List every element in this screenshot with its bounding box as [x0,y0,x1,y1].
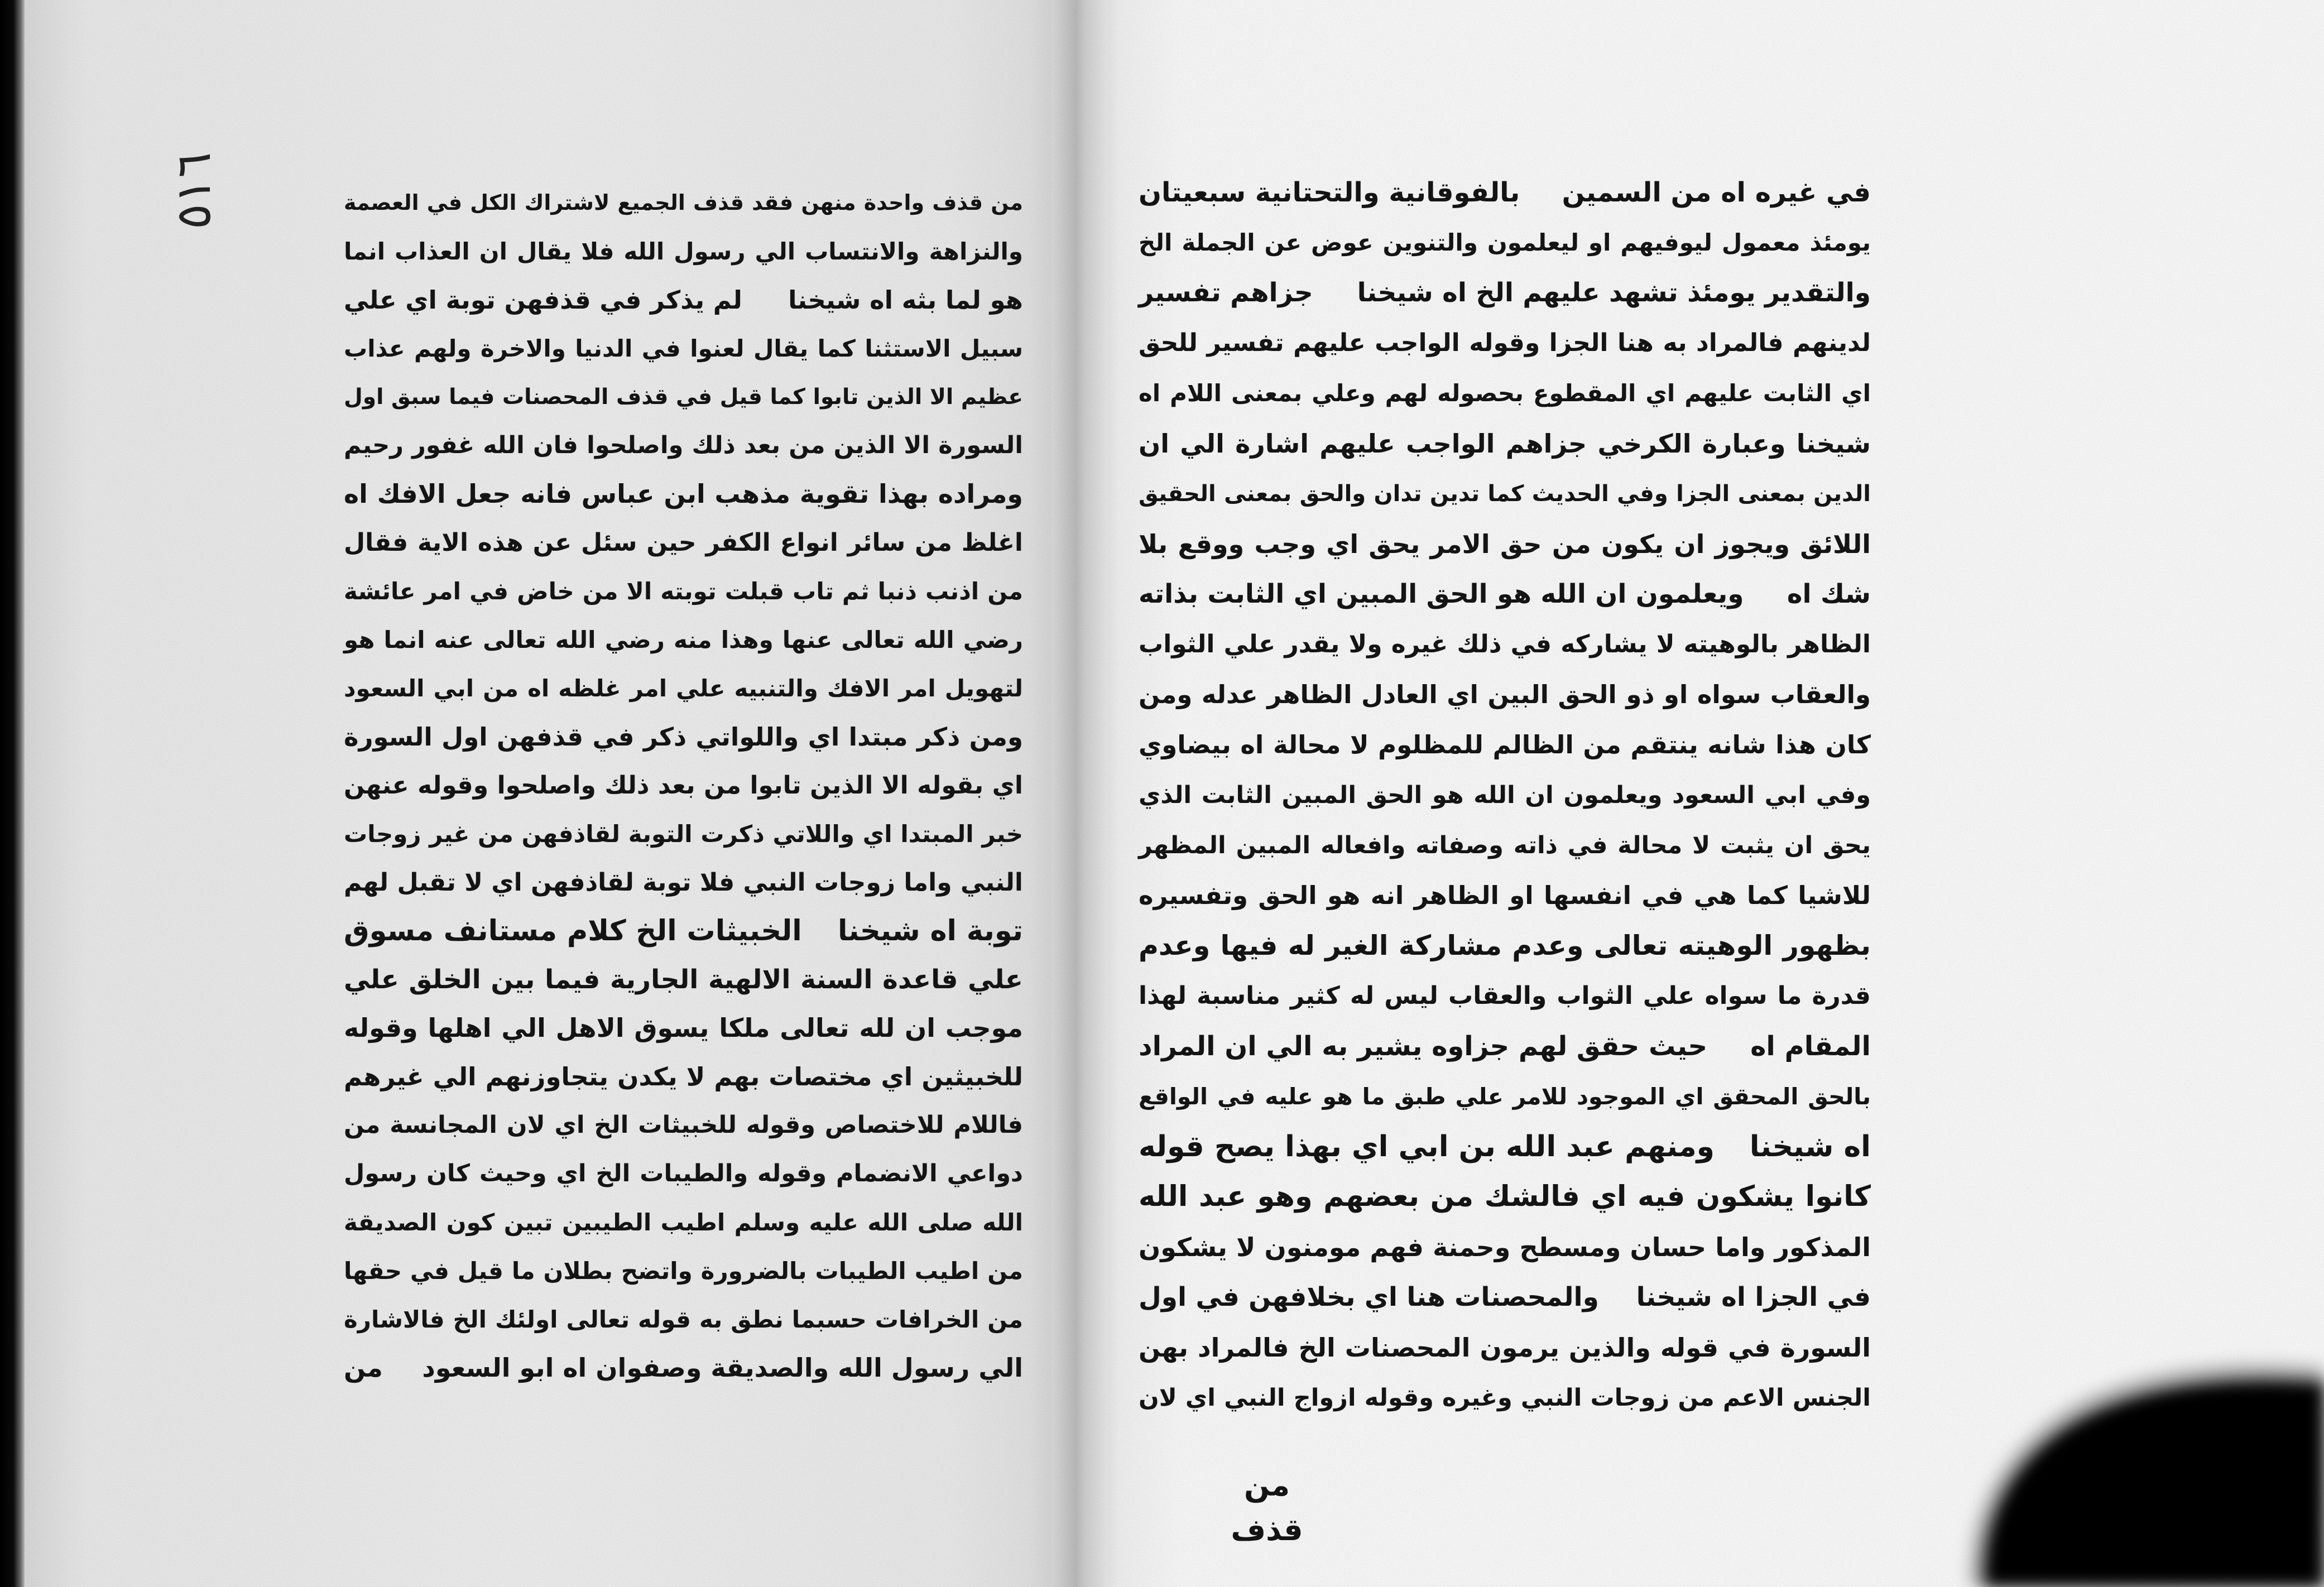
line-text: الظاهر بالوهيته لا يشاركه في ذلك غيره ولا يقدر علي الثواب [1139,630,1871,658]
line-text: من اطيب الطيبات بالضرورة واتضح بطلان ما قيل في حقها [344,1257,1023,1285]
line-text: هو لما بثه اه شيخنا [788,285,1023,315]
line-text: من [344,1353,383,1383]
line-text: بالفوقانية والتحتانية سبعيتان [1139,177,1520,208]
line-text: ومن ذكر مبتدا اي واللواتي ذكر في قذفهن اول السورة [344,722,1023,752]
line-text: لدينهم فالمراد به هنا الجزا وقوله الواجب عليهم تفسير للحق [1139,329,1871,357]
line-text: المقام اه [1750,1031,1871,1062]
line-text: عظيم الا الذين تابوا كما قيل في قذف المحصنات فيما سبق اول [344,384,1023,410]
line-text: اغلظ من سائر انواع الكفر حين سئل عن هذه الاية فقال [344,528,1023,557]
line-text: شيخنا وعبارة الكرخي جزاهم الواجب عليهم اشارة الي ان [1139,429,1871,459]
line-text: اللائق ويجوز ان يكون من حق الامر يحق اي وجب ووقع بلا [1139,529,1871,559]
line-text: اي الثابت عليهم اي المقطوع بحصوله لهم وعلي بمعنى اللام اه [1139,379,1871,407]
line-text: النبي واما زوجات النبي فلا توبة لقاذفهن اي لا تقبل لهم [344,868,1023,897]
line-text: بالحق المحقق اي الموجود للامر علي طبق ما هو عليه في الواقع [1139,1083,1871,1110]
line-text: ومنهم عبد الله بن ابي اي بهذا يصح قوله [1139,1130,1715,1163]
line-text: لتهويل امر الافك والتنبيه علي امر غلظه اه من ابي السعود [344,675,1023,702]
line-text: السورة في قوله والذين يرمون المحصنات الخ فالمراد بهن [1139,1333,1871,1363]
line-text: الله صلى الله عليه وسلم اطيب الطيبين تبين كون الصديقة [344,1209,1023,1236]
line-text: موجب ان لله تعالى ملكا يسوق الاهل الي اهلها وقوله [344,1013,1023,1043]
line-text: اه شيخنا [1749,1130,1871,1163]
line-text: وفي ابي السعود ويعلمون ان الله هو الحق المبين الثابت الذي [1139,781,1871,809]
line-text: كانوا يشكون فيه اي فالشك من بعضهم وهو عبد الله [1139,1180,1871,1213]
line-text: من اذنب ذنبا ثم تاب قبلت توبته الا من خاض في امر عائشة [344,578,1023,605]
line-text: قدرة ما سواه علي الثواب والعقاب ليس له كثير مناسبة لهذا [1139,982,1871,1010]
line-text: من الخرافات حسبما نطق به قوله تعالى اولئك الخ فالاشارة [344,1306,1023,1333]
line-text: والمحصنات هنا اي بخلافهن في اول [1139,1282,1599,1312]
line-text: ويعلمون ان الله هو الحق المبين اي الثابت بذاته [1139,579,1744,609]
line-text: الجنس الاعم من زوجات النبي وغيره وقوله ازواج النبي اي لان [1139,1384,1871,1412]
catchword: من قذف [1231,1468,1303,1547]
line-text: للاشيا كما هي في انفسها او الظاهر انه هو الحق وتفسيره [1139,881,1871,910]
line-text: يحق ان يثبت لا محالة في ذاته وصفاته وافعاله المبين المظهر [1139,831,1871,859]
line-text: من قذف واحدة منهن فقد قذف الجميع لاشتراك الكل في العصمة [344,190,1023,215]
line-text: الي رسول الله والصديقة وصفوان اه ابو السعود [422,1353,1023,1383]
line-text: حيث حقق لهم جزاوه يشير به الي ان المراد [1139,1031,1708,1062]
line-text: السورة الا الذين من بعد ذلك واصلحوا فان الله غفور رحيم [344,431,1023,459]
line-text: اي بقوله الا الذين تابوا من بعد ذلك واصلحوا وقوله عنهن [344,771,1023,800]
line-text: بظهور الوهيته تعالى وعدم مشاركة الغير له فيها وعدم [1139,930,1871,961]
line-text: رضي الله تعالى عنها وهذا منه رضي الله تعالى عنه انما هو [344,626,1023,653]
line-text: كان هذا شانه ينتقم من الظالم للمظلوم لا محالة اه بيضاوي [1139,730,1871,759]
folio-number: ٥١٦ [166,152,222,230]
line-text: جزاهم تفسير [1139,277,1313,308]
line-text: لم يذكر في قذفهن توبة اي علي [344,285,742,315]
line-text: والتقدير يومئذ تشهد عليهم الخ اه شيخنا [1357,277,1871,308]
line-text: والعقاب سواه او ذو الحق البين اي العادل الظاهر عدله ومن [1139,680,1871,709]
line-text: توبة اه شيخنا [838,915,1023,948]
line-text: علي قاعدة السنة الالهية الجارية فيما بين الخلق علي [344,964,1023,995]
line-text: والنزاهة والانتساب الي رسول الله فلا يقال ان العذاب انما [344,238,1023,265]
line-text: يومئذ معمول ليوفيهم او ليعلمون والتنوين عوض عن الجملة الخ [1139,229,1871,256]
line-text: في الجزا اه شيخنا [1636,1282,1871,1312]
line-text: المذكور واما حسان ومسطح وحمنة فهم مومنون لا يشكون [1139,1232,1871,1262]
line-text: خبر المبتدا اي واللاتي ذكرت التوبة لقاذفهن من غير زوجات [344,820,1023,848]
line-text: فاللام للاختصاص وقوله للخبيثات الخ اي لان المجانسة من [344,1111,1023,1139]
line-text: ومراده بهذا تقوية مذهب ابن عباس فانه جعل الافك اه [344,479,1023,509]
line-text: دواعي الانضمام وقوله والطيبات الخ اي وحيث كان رسول [344,1160,1023,1187]
line-text: سبيل الاستثنا كما يقال لعنوا في الدنيا والاخرة ولهم عذاب [344,335,1023,362]
line-text: الخبيثات الخ كلام مستانف مسوق [344,915,802,948]
line-text: شك اه [1787,579,1871,609]
line-text: الدين بمعنى الجزا وفي الحديث كما تدين تدان والحق بمعنى الحقيق [1139,481,1871,507]
line-text: للخبيثين اي مختصات بهم لا يكدن يتجاوزنهم الي غيرهم [344,1062,1023,1091]
line-text: في غيره اه من السمين [1562,177,1871,208]
